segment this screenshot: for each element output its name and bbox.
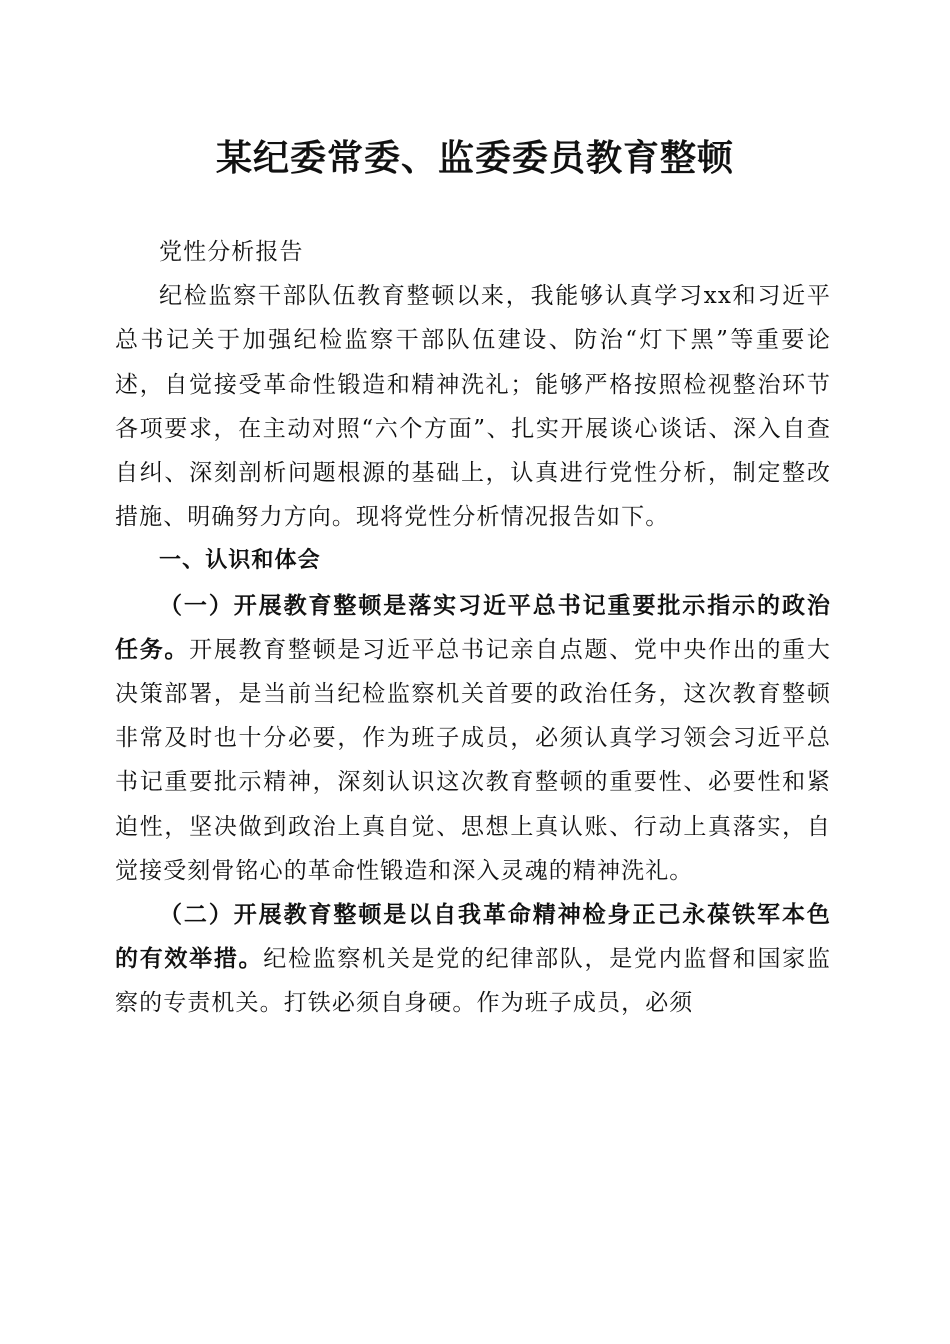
document-subtitle: 党性分析报告 bbox=[159, 239, 304, 265]
section-heading: 一、认识和体会 bbox=[159, 548, 321, 574]
section-item-1-lead: （一）开展教育整顿是落实习近平总书记重要批示指示的政治任务。 bbox=[115, 591, 831, 663]
intro-paragraph: 纪检监察干部队伍教育整顿以来，我能够认真学习xx和习近平总书记关于加强纪检监察干部队伍建设、防治“灯下黑”等重要论述，自觉接受革命性锻造和精神洗礼；能够严格按照检视整治环节各项要求，在主动对照“六个方面”、扎实开展谈心谈话、深入自查自纠、深刻剖析问题根源的基础上，认真进行党性分析，制定整改措施、明确努力方向。现将党性分析情况报告如下。 bbox=[115, 283, 831, 531]
section-item-2 bbox=[115, 893, 831, 1026]
section-item-2-lead: （二）开展教育整顿是以自我革命精神检身正己永葆铁军本色的有效举措。 bbox=[115, 901, 831, 973]
section-item-1 bbox=[115, 584, 831, 893]
section-item-1-text: 开展教育整顿是习近平总书记亲自点题、党中央作出的重大决策部署，是当前当纪检监察机关首要的政治任务，这次教育整顿非常及时也十分必要，作为班子成员，必须认真学习领会习近平总书记重要批示精神，深刻认识这次教育整顿的重要性、必要性和紧迫性，坚决做到政治上真自觉、思想上真认账、行动上真落实，自觉接受刻骨铭心的革命性锻造和深入灵魂的精神洗礼。 bbox=[115, 636, 831, 884]
document-title: 某纪委常委、监委委员教育整顿 bbox=[215, 137, 734, 179]
document-body bbox=[115, 230, 831, 1026]
section-item-2-text: 纪检监察机关是党的纪律部队，是党内监督和国家监察的专责机关。打铁必须自身硬。作为班子成员，必须 bbox=[115, 946, 831, 1017]
